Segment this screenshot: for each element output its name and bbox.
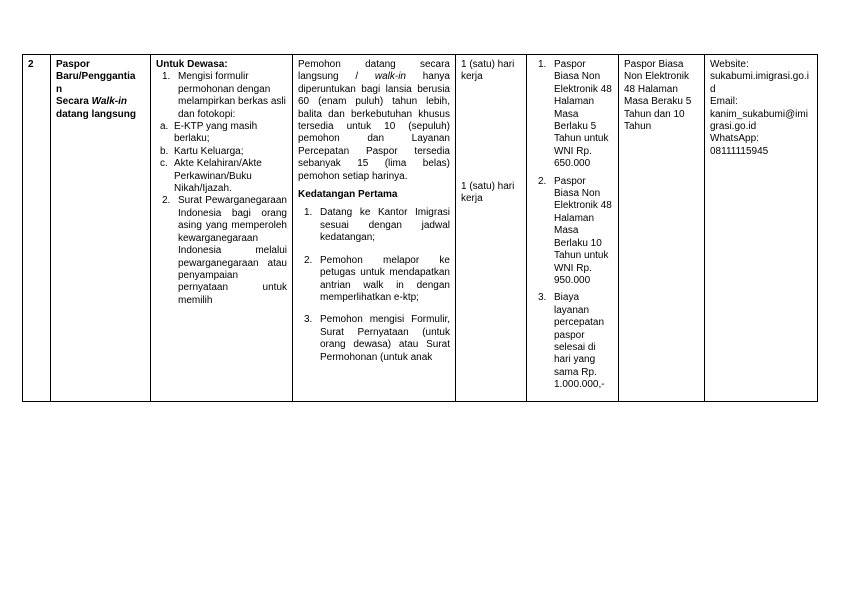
- list-item: [298, 255, 450, 305]
- list-item: [156, 158, 287, 195]
- marker: 2.: [538, 175, 547, 187]
- marker: 2.: [304, 254, 313, 266]
- list-item: [156, 146, 287, 158]
- produk-text: Paspor Biasa Non Elektronik 48 Halaman Masa Beraku 5 Tahun dan 10 Tahun: [624, 59, 692, 133]
- waktu-2: 1 (satu) hari kerja: [461, 180, 515, 205]
- whatsapp-label: WhatsApp:: [710, 133, 759, 145]
- persyaratan-item1: Mengisi formulir permohonan dengan melampirkan berkas asli dan fotokopi:: [178, 71, 286, 120]
- email-link[interactable]: kanim_sukabumi@imigrasi.go.id: [710, 108, 808, 133]
- prosedur-step1: Datang ke Kantor Imigrasi sesuai dengan jadwal kedatangan;: [320, 207, 450, 244]
- marker: 1.: [538, 59, 547, 70]
- persyaratan-sub-b: Kartu Keluarga;: [174, 145, 244, 157]
- layanan-line5: datang langsung: [56, 108, 136, 120]
- biaya-list: [532, 59, 613, 392]
- prosedur-steps: [298, 207, 450, 363]
- list-item: [532, 292, 613, 391]
- prosedur-heading: Kedatangan Pertama: [298, 189, 398, 201]
- whatsapp-number[interactable]: 08111115945: [710, 145, 769, 157]
- cell-biaya: [527, 55, 619, 402]
- persyaratan-title: Untuk Dewasa:: [156, 59, 228, 70]
- marker: a.: [160, 121, 169, 133]
- list-item: [156, 121, 287, 146]
- cell-pengaduan: [705, 55, 818, 402]
- layanan-line2: Baru/Penggantia: [56, 71, 136, 83]
- biaya-3: Biaya layanan percepatan paspor selesai di hari yang sama Rp. 1.000.000,-: [554, 292, 605, 391]
- biaya-1: Paspor Biasa Non Elektronik 48 Halaman Masa Berlaku 5 Tahun untuk WNI Rp. 650.000: [554, 59, 612, 170]
- marker: 1.: [162, 71, 171, 83]
- list-item: [532, 59, 613, 171]
- list-item: [156, 71, 287, 195]
- cell-persyaratan: [151, 55, 293, 402]
- website-link[interactable]: sukabumi.imigrasi.go.id: [710, 71, 809, 95]
- persyaratan-sub-c: Akte Kelahiran/Akte Perkawinan/Buku Nikah/Ijazah.: [174, 158, 262, 195]
- waktu-1: 1 (satu) hari kerja: [461, 59, 515, 83]
- layanan-line3: n: [56, 83, 63, 95]
- prosedur-intro-1: Pemohon datang secara langsung /: [298, 59, 450, 83]
- layanan-line1: Paspor: [56, 59, 90, 70]
- email-label: Email:: [710, 96, 738, 108]
- marker: 2.: [162, 195, 171, 207]
- marker: 3.: [538, 292, 547, 304]
- layanan-walkin: Walk-in: [91, 96, 127, 108]
- marker: c.: [160, 158, 168, 170]
- marker: 1.: [304, 207, 313, 219]
- cell-waktu: [456, 55, 527, 402]
- layanan-line4: [56, 96, 145, 108]
- persyaratan-sublist: [156, 121, 287, 195]
- table-row: [23, 55, 818, 402]
- cell-prosedur: [293, 55, 456, 402]
- prosedur-intro: [298, 59, 450, 183]
- website-label: Website:: [710, 59, 749, 70]
- list-item: [298, 314, 450, 364]
- layanan-secara: Secara: [56, 96, 92, 108]
- row-number: 2: [28, 59, 34, 70]
- prosedur-step2: Pemohon melapor ke petugas untuk mendapatkan antrian walk in dengan memperlihatkan e-ktp;: [320, 254, 450, 303]
- persyaratan-item2: Surat Pewarganegaraan Indonesia bagi orang asing yang memperoleh kewarganegaraan Indonesia melalui pewarganegaraan atau penyampaian pernyataan untuk memilih: [178, 195, 287, 306]
- list-item: [156, 195, 287, 307]
- marker: b.: [160, 145, 169, 157]
- cell-layanan: [51, 55, 151, 402]
- cell-no: [23, 55, 51, 402]
- marker: 3.: [304, 314, 313, 326]
- persyaratan-list: [156, 71, 287, 307]
- biaya-2: Paspor Biasa Non Elektronik 48 Halaman Masa Berlaku 10 Tahun untuk WNI Rp. 950.000: [554, 175, 612, 286]
- cell-produk: [619, 55, 705, 402]
- prosedur-step3: Pemohon mengisi Formulir, Surat Pernyataan (untuk orang dewasa) atau Surat Permohonan (untuk anak: [320, 314, 450, 363]
- prosedur-intro-2: hanya diperuntukan bagi lansia berusia 60 (enam puluh) tahun lebih, balita dan berkebutuhan khusus tersedia untuk 10 (sepuluh) pemohon dan Layanan Percepatan Paspor tersedia sebanyak 15 (lima belas) pemohon setiap harinya.: [298, 71, 450, 182]
- prosedur-intro-walkin: walk-in: [374, 71, 406, 83]
- list-item: [532, 176, 613, 288]
- list-item: [298, 207, 450, 244]
- service-table: [22, 54, 818, 402]
- persyaratan-sub-a: E-KTP yang masih berlaku;: [174, 121, 258, 145]
